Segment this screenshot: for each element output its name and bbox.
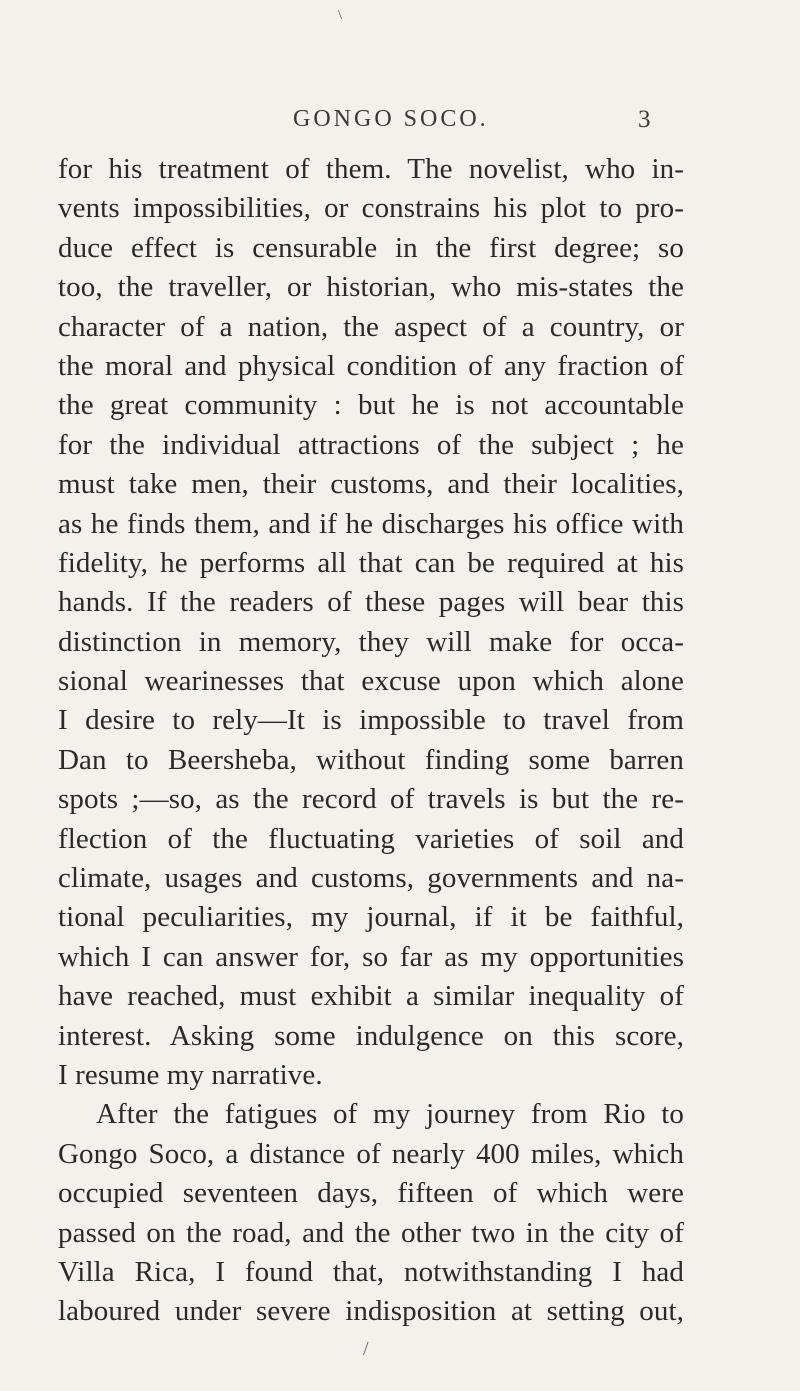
text-line: which I can answer for, so far as my opportunities — [58, 940, 684, 973]
text-line: character of a nation, the aspect of a country, or — [58, 310, 684, 343]
text-line: passed on the road, and the other two in the city of — [58, 1216, 684, 1249]
page-number: 3 — [638, 106, 651, 133]
text-line: flection of the fluctuating varieties of soil and — [58, 822, 684, 855]
footer-mark: / — [363, 1338, 369, 1360]
text-line: for the individual attractions of the subject ; he — [58, 428, 684, 461]
text-line: must take men, their customs, and their localities, — [58, 468, 684, 501]
text-line: vents impossibilities, or constrains his plot to pro- — [58, 192, 684, 225]
text-line: the great community : but he is not accountable — [58, 389, 684, 422]
text-line: occupied seventeen days, fifteen of which were — [58, 1177, 684, 1210]
text-line: Villa Rica, I found that, notwithstanding I had — [58, 1255, 684, 1288]
text-line: duce effect is censurable in the first degree; so — [58, 231, 684, 264]
text-line: tional peculiarities, my journal, if it be faithful, — [58, 901, 684, 934]
text-line: sional wearinesses that excuse upon which alone — [58, 665, 684, 698]
text-line: interest. Asking some indulgence on this score, — [58, 1019, 684, 1052]
text-line: I desire to rely—It is impossible to travel from — [58, 704, 684, 737]
paragraph-start-line: After the fatigues of my journey from Rio to — [96, 1098, 684, 1131]
text-line: Gongo Soco, a distance of nearly 400 miles, which — [58, 1137, 684, 1170]
text-line: distinction in memory, they will make for occa- — [58, 625, 684, 658]
text-line: for his treatment of them. The novelist, who in- — [58, 153, 684, 185]
paragraph-end-line: I resume my narrative. — [58, 1058, 323, 1091]
text-line: as he finds them, and if he discharges his office with — [58, 507, 684, 540]
text-line: the moral and physical condition of any fraction of — [58, 349, 684, 382]
text-line: have reached, must exhibit a similar inequality of — [58, 980, 684, 1013]
text-line: hands. If the readers of these pages will bear this — [58, 586, 684, 619]
running-head: GONGO SOCO. — [293, 106, 489, 132]
text-line: laboured under severe indisposition at setting out, — [58, 1295, 684, 1328]
page-header — [0, 106, 800, 136]
text-line: too, the traveller, or historian, who mis-states the — [58, 271, 684, 304]
text-line: spots ;—so, as the record of travels is but the re- — [58, 783, 684, 816]
text-line: fidelity, he performs all that can be required at his — [58, 546, 684, 579]
text-line: Dan to Beersheba, without finding some barren — [58, 743, 684, 776]
body-text — [58, 150, 684, 1332]
text-line: climate, usages and customs, governments and na- — [58, 862, 684, 895]
top-mark: \ — [338, 8, 342, 23]
